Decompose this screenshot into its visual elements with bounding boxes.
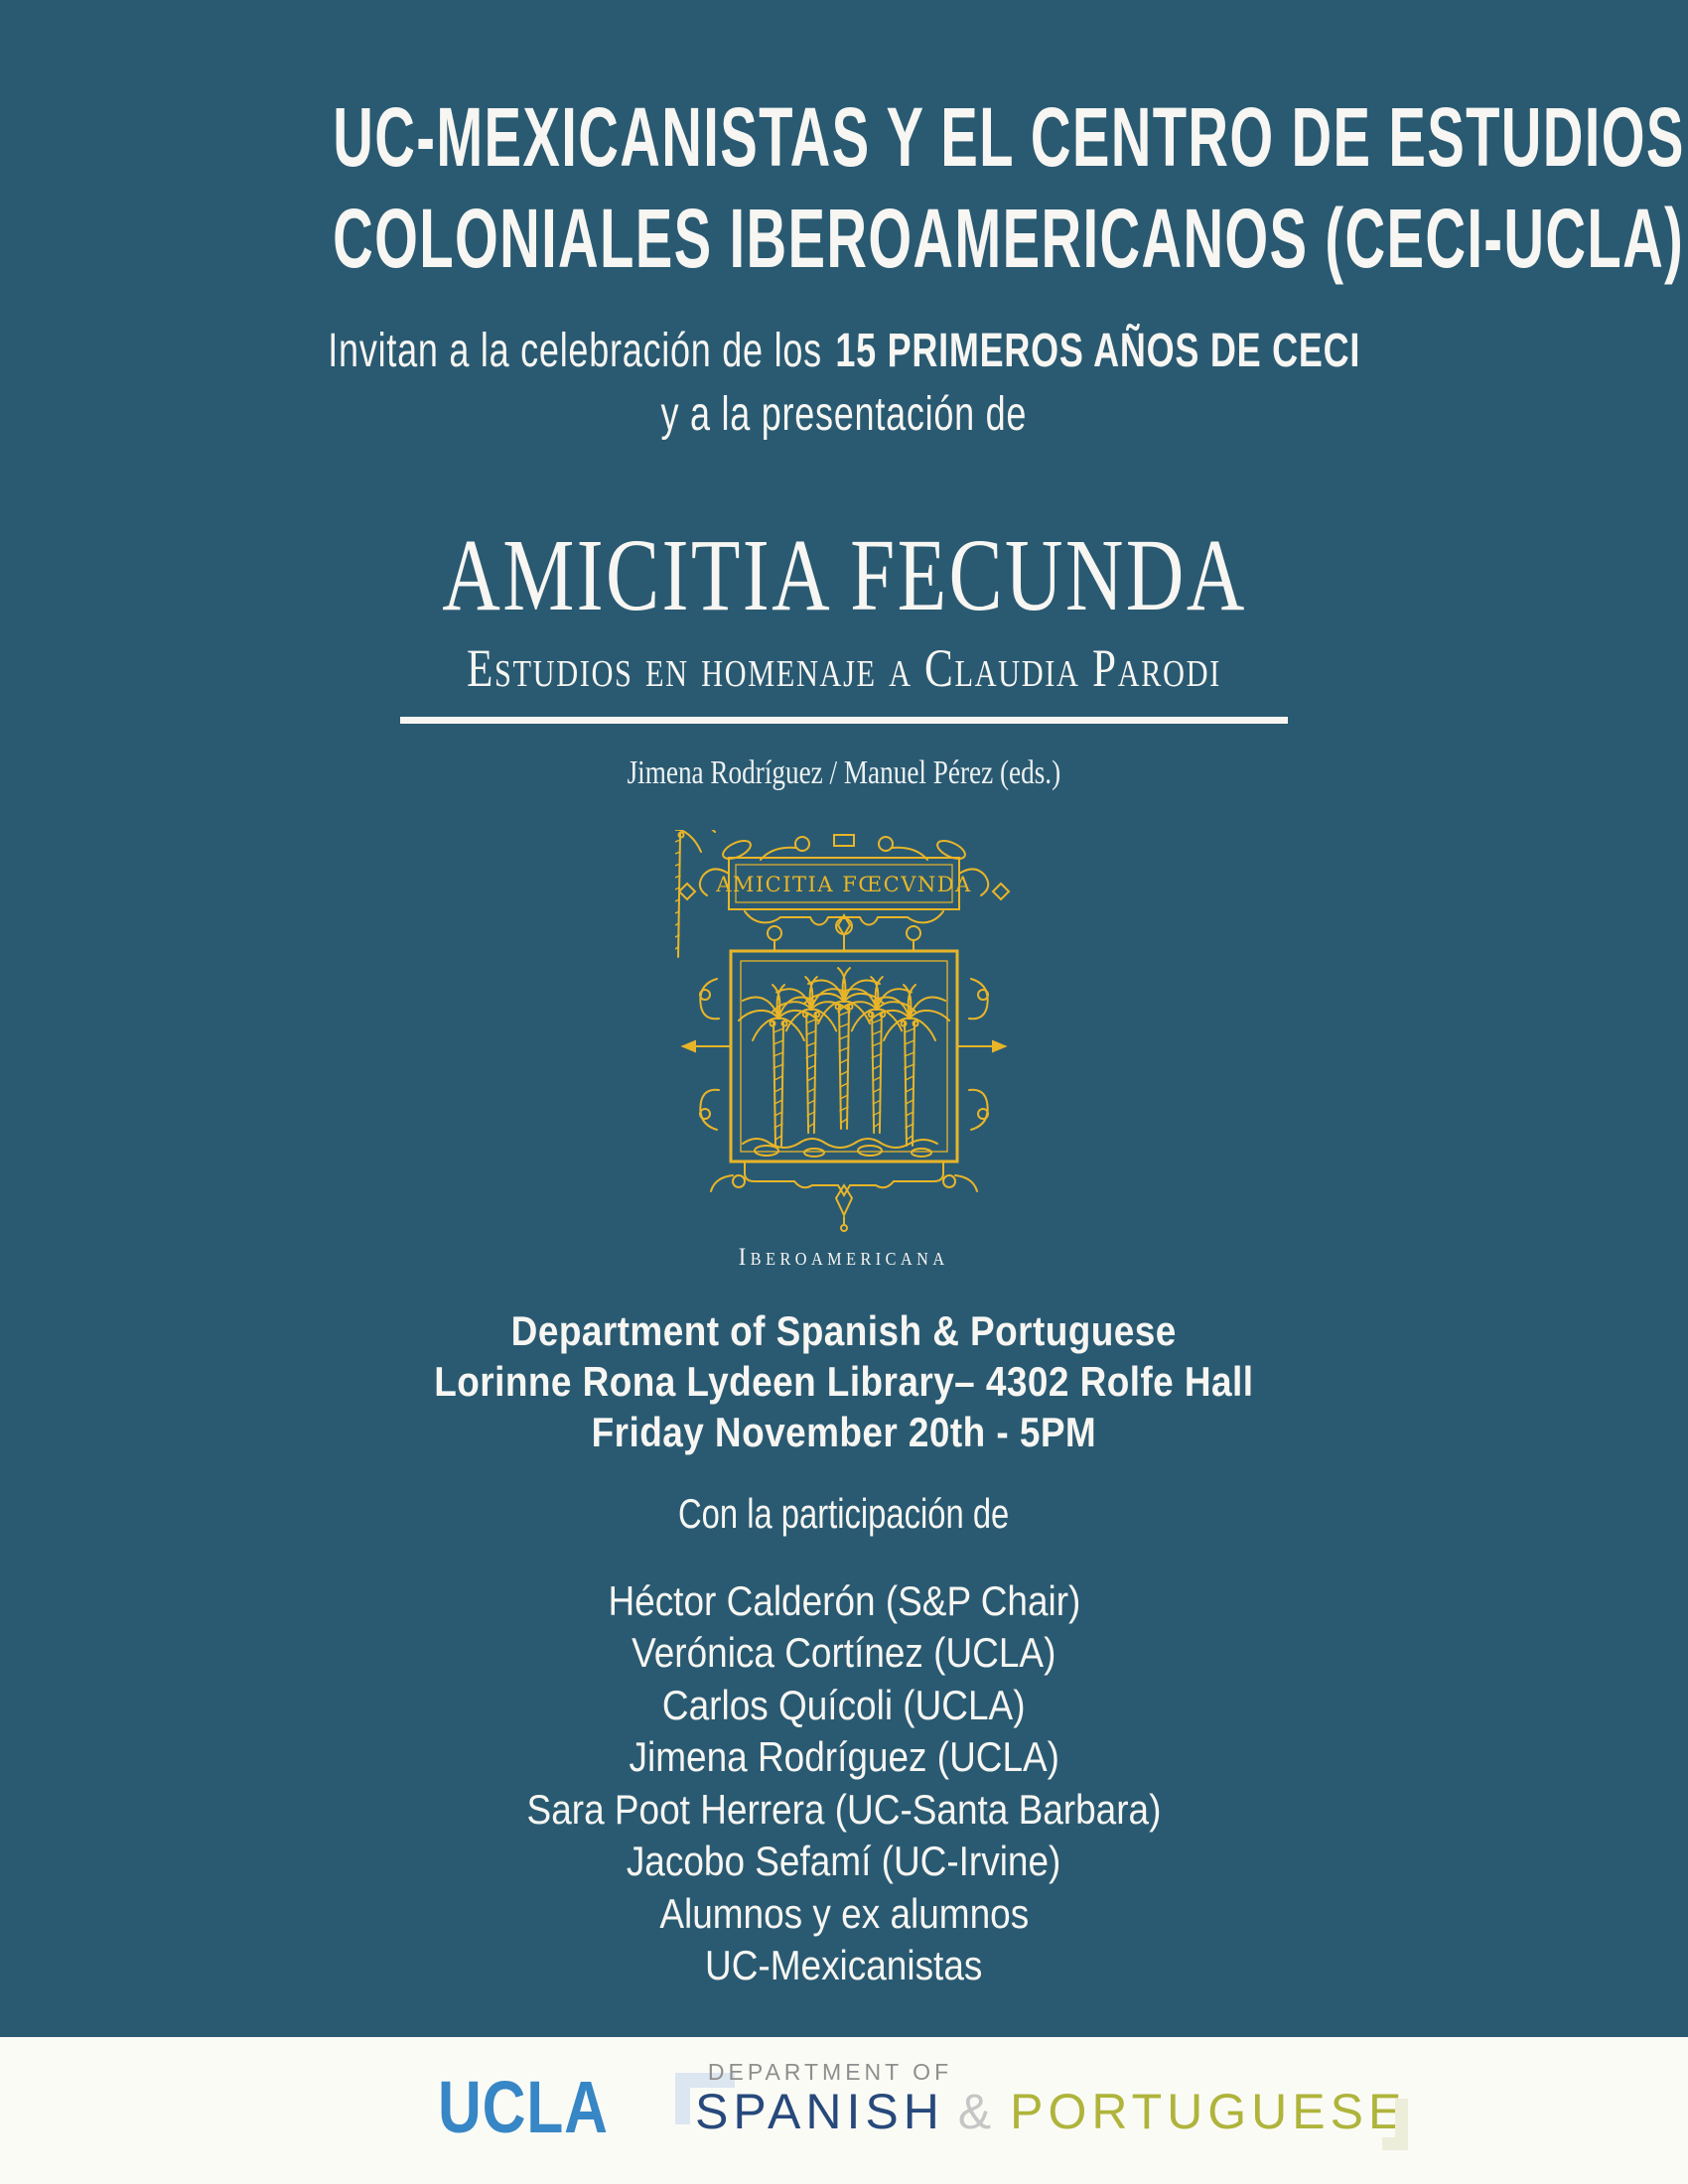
participant-item [0, 1942, 1688, 1988]
portuguese-wordmark: PORTUGUESE [1010, 2084, 1407, 2139]
participant-item [0, 1890, 1688, 1937]
book-title [0, 518, 1688, 632]
venue-datetime-text: Friday November 20th - 5PM [591, 1409, 1097, 1455]
book-title-text: AMICITIA FECUNDA [441, 518, 1247, 632]
book-subtitle-text: Estudios en homenaje a Claudia Parodi [467, 638, 1221, 698]
participant-item [0, 1629, 1688, 1676]
invitation-line2 [0, 388, 1688, 441]
participant-name: Sara Poot Herrera (UC-Santa Barbara) [526, 1786, 1162, 1833]
participant-name: Verónica Cortínez (UCLA) [632, 1629, 1056, 1676]
invitation-line2-text: y a la presentación de [660, 388, 1028, 441]
invitation-line1 [0, 325, 1688, 377]
participant-name: UC-Mexicanistas [705, 1942, 983, 1988]
poster-title-line1-text: UC-MEXICANISTAS Y EL CENTRO DE ESTUDIOS [333, 90, 1685, 184]
book-editors [0, 756, 1688, 790]
invitation-prefix: Invitan a la celebración de los [328, 325, 822, 377]
title-divider-rule [400, 717, 1288, 724]
participant-name: Héctor Calderón (S&P Chair) [608, 1577, 1080, 1624]
poster-title-line2 [0, 192, 1688, 285]
participant-item [0, 1577, 1688, 1624]
spanish-wordmark: SPANISH [695, 2084, 944, 2139]
logo-corner-bracket-yellow [1382, 2099, 1408, 2150]
publisher-name-text: Iberoamericana [739, 1244, 949, 1271]
emblem-banner-text: AMICITIA FŒCVNDA [716, 873, 972, 896]
spanish-portuguese-logo [695, 2083, 1406, 2140]
ucla-logo: UCLA [438, 2066, 609, 2148]
ampersand: & [957, 2084, 997, 2139]
book-subtitle [0, 638, 1688, 698]
venue-location-text: Lorinne Rona Lydeen Library– 4302 Rolfe Hall [434, 1358, 1254, 1405]
participation-heading-text: Con la participación de [678, 1490, 1010, 1537]
participant-item [0, 1733, 1688, 1780]
participant-item [0, 1838, 1688, 1884]
participant-item [0, 1786, 1688, 1833]
participant-name: Alumnos y ex alumnos [659, 1890, 1029, 1937]
invitation-highlight: 15 PRIMEROS AÑOS DE CECI [835, 325, 1360, 377]
venue-department-text: Department of Spanish & Portuguese [510, 1307, 1178, 1354]
department-of-label: DEPARTMENT OF [707, 2059, 953, 2085]
publisher-name [0, 1245, 1688, 1270]
participant-name: Jacobo Sefamí (UC-Irvine) [627, 1838, 1061, 1884]
participant-item [0, 1682, 1688, 1728]
venue-department [0, 1307, 1688, 1354]
book-emblem-illustration [675, 830, 1013, 1241]
participant-name: Carlos Quícoli (UCLA) [662, 1682, 1026, 1728]
venue-datetime [0, 1409, 1688, 1455]
invitation-line1-text [328, 325, 1360, 377]
venue-location [0, 1358, 1688, 1405]
book-editors-text: Jimena Rodríguez / Manuel Pérez (eds.) [627, 754, 1061, 791]
poster-title-line1 [0, 90, 1688, 184]
participant-name: Jimena Rodríguez (UCLA) [629, 1733, 1059, 1780]
poster-title-line2-text: COLONIALES IBEROAMERICANOS (CECI-UCLA) [333, 192, 1685, 285]
participation-heading [0, 1490, 1688, 1537]
